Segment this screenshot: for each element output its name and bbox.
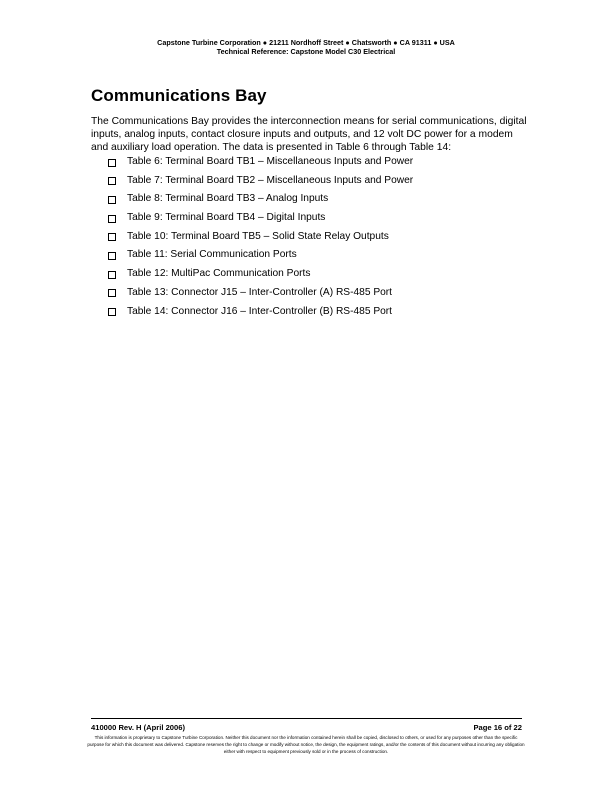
header-subtitle: Technical Reference: Capstone Model C30 Electrical [216, 47, 396, 56]
list-item-text: Table 11: Serial Communication Ports [127, 249, 297, 261]
table-list [108, 155, 413, 323]
doc-revision: 410000 Rev. H (April 2006) [91, 723, 185, 732]
checkbox-bullet-icon [108, 159, 116, 167]
list-item-text: Table 6: Terminal Board TB1 – Miscellaneous Inputs and Power [127, 156, 414, 167]
list-item-text: Table 9: Terminal Board TB4 – Digital Inputs [127, 212, 326, 224]
list-item-text: Table 12: MultiPac Communication Ports [127, 268, 311, 280]
list-item-text: Table 14: Connector J16 – Inter-Controller (B) RS-485 Port [127, 305, 392, 317]
list-item [108, 211, 413, 230]
legal-notice: This information is proprietary to Capstone Turbine Corporation. Neither this document nor the information contained herein shall be copied, disclosed to others, or used for any purposes other than the specific purpose for which this document was delivered. Capstone reserves the right to change or modify without notice, the design, the equipment ratings, and/or the contents of this document without incurring any obligation either with respect to equipment previously sold or in the process of construction. [87, 735, 525, 754]
header-address: Capstone Turbine Corporation ● 21211 Nordhoff Street ● Chatsworth ● CA 91311 ● USA [157, 38, 455, 47]
intro-paragraph: The Communications Bay provides the interconnection means for serial communications, digital inputs, analog inputs, contact closure inputs and outputs, and 12 volt DC power for a modem and auxiliary load operation. The data is presented in Table 6 through Table 14: [91, 116, 527, 153]
list-item [108, 192, 413, 211]
page-title: Communications Bay [91, 86, 267, 105]
list-item [108, 230, 413, 249]
checkbox-bullet-icon [108, 289, 116, 297]
list-item-text: Table 7: Terminal Board TB2 – Miscellaneous Inputs and Power [127, 174, 414, 186]
list-item-text: Table 13: Connector J15 – Inter-Controller (A) RS-485 Port [127, 286, 392, 298]
page-number: Page 16 of 22 [473, 723, 522, 732]
list-item-text: Table 8: Terminal Board TB3 – Analog Inputs [127, 193, 329, 205]
checkbox-bullet-icon [108, 196, 116, 204]
footer-divider [91, 718, 522, 719]
list-item [108, 267, 413, 286]
checkbox-bullet-icon [108, 233, 116, 241]
checkbox-bullet-icon [108, 252, 116, 260]
list-item [108, 174, 413, 193]
checkbox-bullet-icon [108, 177, 116, 185]
checkbox-bullet-icon [108, 271, 116, 279]
list-item [108, 305, 413, 324]
list-item [108, 248, 413, 267]
list-item [108, 155, 413, 174]
list-item-text: Table 10: Terminal Board TB5 – Solid State Relay Outputs [127, 230, 389, 242]
list-item [108, 286, 413, 305]
checkbox-bullet-icon [108, 308, 116, 316]
checkbox-bullet-icon [108, 215, 116, 223]
